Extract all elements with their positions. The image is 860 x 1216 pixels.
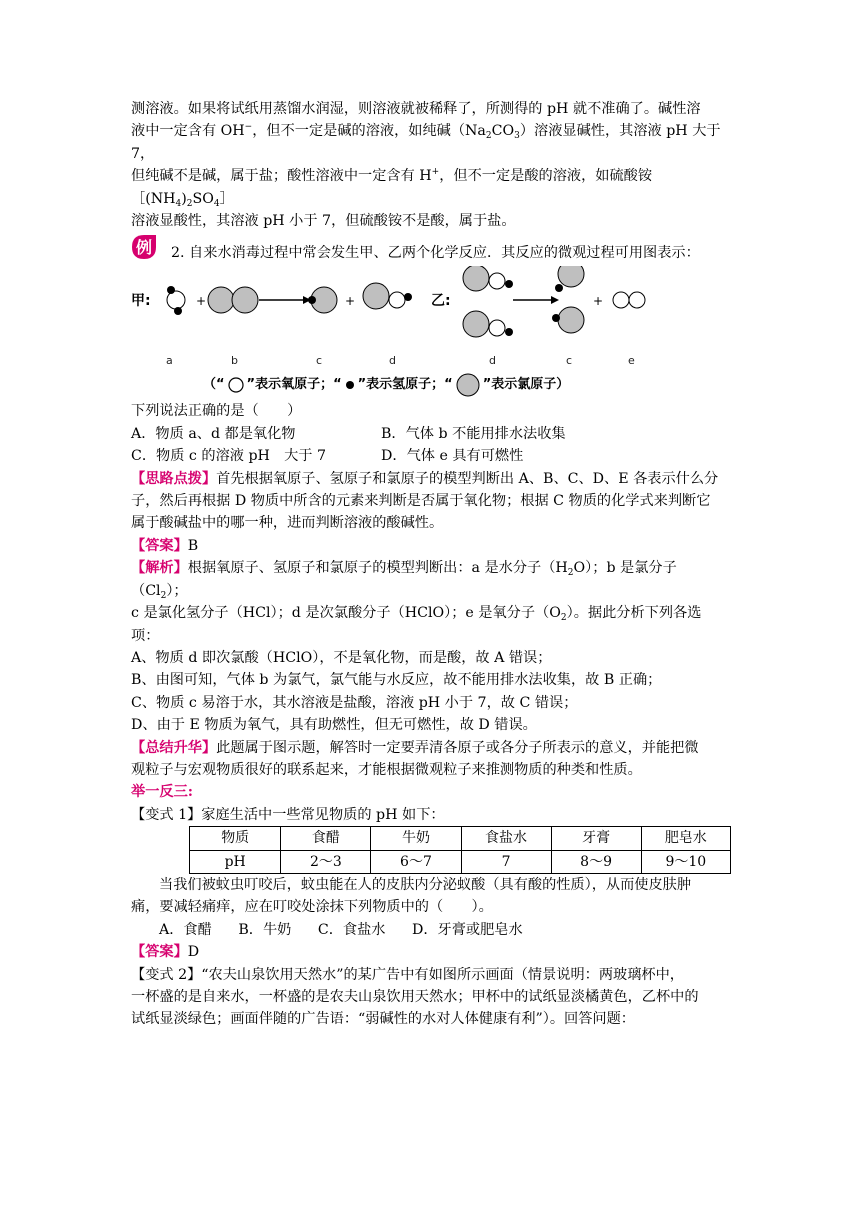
text-run: ）；: [166, 582, 188, 599]
example-badge-text: 例: [135, 238, 153, 258]
letter-a: a: [166, 354, 173, 368]
subscript: 2: [567, 568, 574, 579]
variant-2-line-2: 一杯盛的是自来水，一杯盛的是农夫山泉饮用天然水；甲杯中的试纸显淡橘黄色，乙杯中的: [131, 989, 699, 1005]
table-cell: 食盐水: [461, 827, 551, 850]
table-cell: 物质: [190, 827, 281, 850]
answer-tag: 【答案】: [131, 944, 188, 961]
example-badge-icon: [129, 232, 159, 262]
jiexi-a: A、物质 d 即次氯酸（HClO），不是氧化物，而是酸，故 A 错误；: [131, 649, 552, 666]
plus-sign: +: [196, 294, 207, 309]
variant-1-text-2: 痛，要减轻痛痒，应在叮咬处涂抹下列物质中的（ ）。: [131, 899, 493, 916]
answer-2: [131, 941, 731, 963]
silu-line-3: 属于酸碱盐中的哪一种，进而判断溶液的酸碱性。: [131, 515, 444, 532]
table-cell: 6～7: [371, 850, 461, 873]
text-run: ，但不一定是碱的溶液，如纯碱（Na: [252, 123, 486, 140]
zongjie-tag: 【总结升华】: [131, 739, 217, 756]
question-stem: 下列说法正确的是（ ）: [131, 403, 302, 420]
table-cell: 8～9: [551, 850, 641, 873]
jiexi-d: D、由于 E 物质为氧气，具有助燃性，但无可燃性，故 D 错误。: [131, 717, 537, 734]
zongjie-line-1: [131, 737, 731, 759]
table-cell: 7: [461, 850, 551, 873]
subscript: 2: [560, 613, 567, 624]
choice-b: B．牛奶: [238, 921, 292, 938]
table-cell: 食醋: [281, 827, 371, 850]
diagram-legend: [131, 370, 731, 400]
plus-sign: +: [345, 294, 356, 309]
subscript: 4: [213, 198, 220, 209]
letter-c: c: [316, 354, 323, 368]
molecule-d: [363, 283, 412, 309]
table-cell: 9～10: [641, 850, 730, 873]
text-run: “农夫山泉饮用天然水”的某广告中有如图所示画面（情景说明：两玻璃杯中，: [201, 966, 684, 983]
text-run: ］: [219, 190, 234, 207]
jiexi-c: C、物质 c 易溶于水，其水溶液是盐酸，溶液 pH 小于 7，故 C 错误；: [131, 694, 578, 711]
option-a: A．物质 a、d 都是氧化物: [131, 425, 296, 442]
letter-e: e: [628, 354, 635, 368]
molecule-b: [208, 287, 258, 313]
oxygen-atom-icon: [227, 376, 245, 394]
variant-1-text-1: 当我们被蚊虫叮咬后，蚊虫能在人的皮肤内分泌蚁酸（具有酸的性质），从而使皮肤肿: [159, 876, 692, 893]
text-run: c 是氯化氢分子（HCl）；d 是次氯酸分子（HClO）；e 是氧分子（O: [131, 605, 561, 622]
text-run: 但纯碱不是碱，属于盐；酸性溶液中一定含有 H: [131, 168, 432, 185]
superscript: +: [431, 167, 440, 178]
legend-text: ”表示氯原子）: [482, 377, 570, 393]
text-run: 首先根据氧原子、氢原子和氯原子的模型判断出 A、B、C、D、E 各表示什么分: [216, 470, 719, 487]
text-run: O）；b 是氯分子（Cl: [131, 560, 677, 599]
subscript: 3: [514, 131, 520, 142]
plus-sign: +: [593, 294, 604, 309]
options-row-1: [131, 423, 731, 445]
option-d: D．气体 e 具有可燃性: [381, 448, 524, 465]
letter-c2: c: [566, 354, 573, 368]
answer-1: [131, 535, 731, 557]
answer-tag: 【答案】: [131, 537, 188, 554]
intro-line-4: 溶液显酸性，其溶液 pH 小于 7，但硫酸铵不是酸，属于盐。: [131, 213, 516, 230]
letter-b: b: [231, 354, 238, 368]
text-run: 液中一定含有 OH: [131, 123, 245, 140]
document-page: [131, 98, 731, 1031]
jyfs-heading: 举一反三:: [131, 784, 193, 801]
legend-text: （“: [203, 377, 225, 393]
variant-1-choices: [131, 919, 731, 941]
example-question: 2. 自来水消毒过程中常会发生甲、乙两个化学反应．其反应的微观过程可用图表示：: [171, 245, 700, 262]
molecule-letters: [131, 344, 731, 370]
variant-1-tag: 【变式 1】: [131, 806, 202, 823]
jiexi-line-1: [131, 557, 731, 602]
silu-line-1: [131, 468, 731, 490]
option-c: C．物质 c 的溶液 pH 大于 7: [131, 448, 327, 465]
table-cell: 2～3: [281, 850, 371, 873]
jiexi-b: B、由图可知，气体 b 为氯气，氯气能与水反应，故不能用排水法收集，故 B 正确；: [131, 672, 662, 689]
molecule-c-top: [555, 266, 584, 292]
silu-line-2: 子，然后再根据 D 物质中所含的元素来判断是否属于氧化物；根据 C 物质的化学式来判断它: [131, 493, 711, 510]
subscript: 2: [485, 131, 492, 142]
zongjie-line-2: 观粒子与宏观物质很好的联系起来，才能根据微观粒子来推测物质的种类和性质。: [131, 761, 642, 778]
text-run: ，但不一定是酸的溶液，如硫酸铵［(NH: [131, 168, 653, 207]
text-run: ）溶液显碱性，其溶液 pH 大于 7，: [131, 123, 721, 162]
table-cell: pH: [190, 850, 281, 873]
molecule-a: [167, 286, 185, 315]
letter-d: d: [389, 354, 396, 368]
molecule-e: [613, 292, 645, 308]
jia-label: 甲:: [131, 293, 151, 310]
text-run: SO: [192, 190, 214, 207]
text-run: 根据氧原子、氢原子和氯原子的模型判断出：a 是水分子（H: [187, 560, 568, 577]
table-cell: 牛奶: [371, 827, 461, 850]
choice-d: D．牙膏或肥皂水: [411, 921, 523, 938]
hydrogen-atom-icon: [344, 379, 356, 391]
superscript: −: [244, 122, 253, 133]
molecule-c-bottom: [552, 307, 584, 333]
letter-d2: d: [489, 354, 496, 368]
variant-2-tag: 【变式 2】: [131, 966, 202, 983]
example-header: [131, 234, 731, 264]
ph-table: [189, 826, 731, 874]
table-header-row: [190, 827, 731, 850]
arrow-yi: [513, 296, 559, 304]
options-row-2: [131, 445, 731, 467]
text-run: 此题属于图示题，解答时一定要弄清各原子或各分子所表示的意义，并能把微: [216, 739, 699, 756]
arrow-jia: [259, 296, 311, 304]
option-b: B．气体 b 不能用排水法收集: [381, 425, 566, 442]
subscript: 2: [160, 590, 167, 601]
answer-value: B: [187, 537, 199, 554]
text-run: CO: [491, 123, 515, 140]
molecule-d-bottom: [463, 311, 513, 337]
intro-line-1: 测溶液。如果将试纸用蒸馏水润湿，则溶液就被稀释了，所测得的 pH 就不准确了。碱性溶: [131, 101, 701, 117]
variant-2-line-3: 试纸显淡绿色；画面伴随的广告语：“弱碱性的水对人体健康有利”）。回答问题：: [131, 1011, 635, 1028]
table-row: [190, 850, 731, 873]
intro-line-2: [131, 120, 731, 165]
yi-label: 乙:: [431, 293, 451, 310]
jiexi-line-3: 项：: [131, 627, 160, 644]
choice-c: C．食盐水: [317, 921, 386, 938]
jiexi-tag: 【解析】: [131, 560, 188, 577]
text-run: 家庭生活中一些常见物质的 pH 如下：: [201, 806, 445, 823]
table-cell: 牙膏: [551, 827, 641, 850]
subscript: 2: [186, 198, 193, 209]
intro-line-3: [131, 165, 731, 210]
text-run: ): [181, 190, 187, 207]
text-run: ）。据此分析下列各选: [566, 605, 702, 622]
silu-tag: 【思路点拨】: [131, 470, 217, 487]
variant-2-line-1: [131, 964, 731, 986]
legend-text: ”表示氢原子；“: [357, 377, 453, 393]
molecule-c: [308, 287, 337, 313]
molecule-d-top: [463, 266, 513, 291]
variant-1-intro: [131, 804, 731, 826]
subscript: 4: [175, 198, 182, 209]
legend-text: ”表示氧原子；“: [246, 377, 342, 393]
chlorine-atom-icon: [455, 372, 481, 398]
choice-a: A．食醋: [159, 921, 212, 938]
answer-value: D: [187, 944, 200, 961]
table-cell: 肥皂水: [641, 827, 730, 850]
reaction-diagram-svg: [131, 266, 731, 344]
reaction-diagram: [131, 266, 731, 344]
jiexi-line-2: [131, 602, 731, 624]
